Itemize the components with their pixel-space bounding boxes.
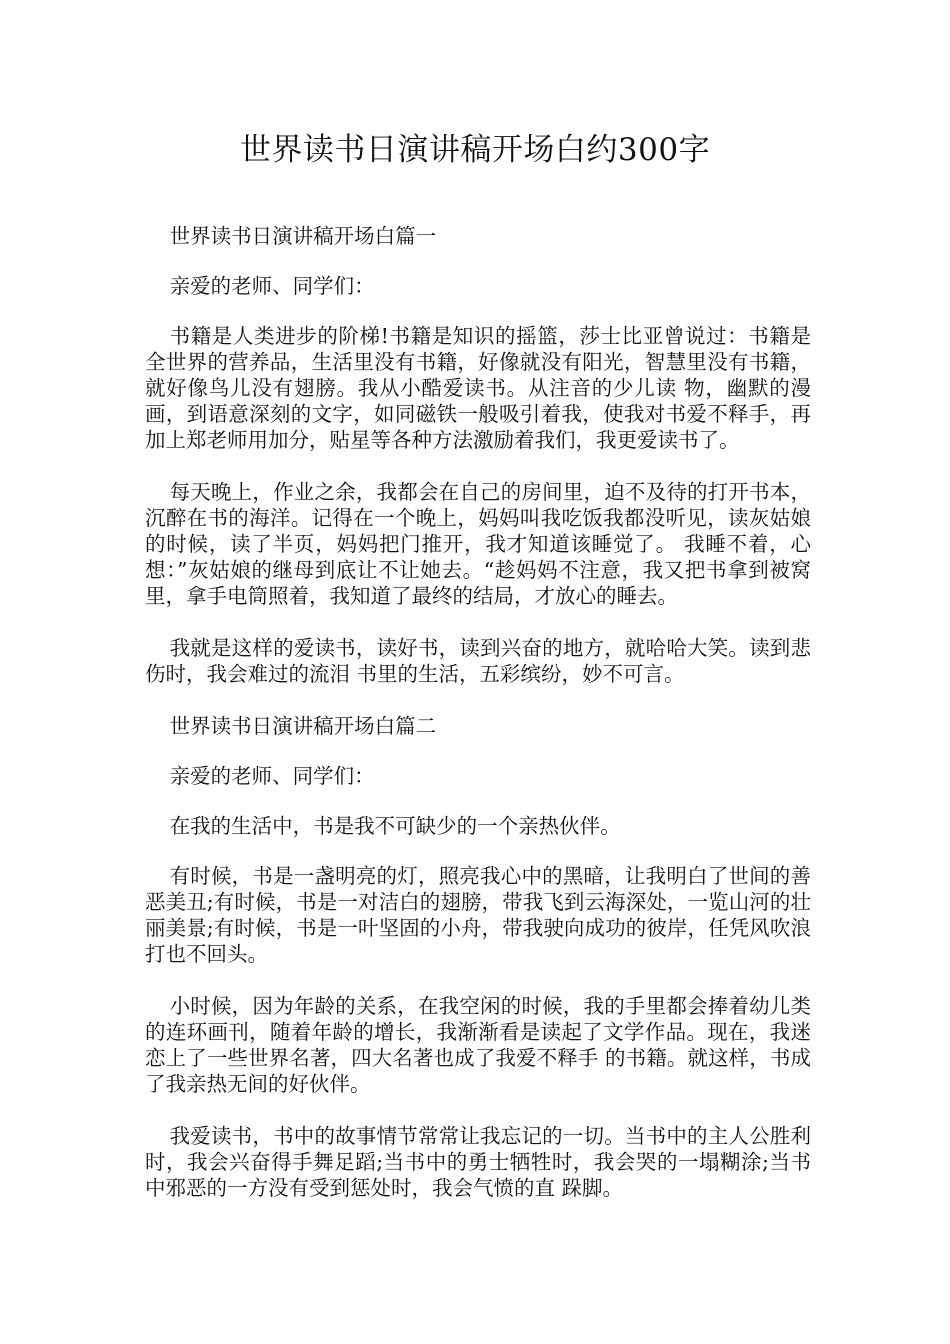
document-title: 世界读书日演讲稿开场白约300字: [239, 132, 711, 168]
body-paragraph: 小时候，因为年龄的关系，在我空闲的时候，我的手里都会捧着幼儿类的连环画刊，随着年龄的增长，我渐渐看是读起了文学作品。现在，我迷恋上了一些世界名著，四大名著也成了我爱不释手 的书籍。就这样，书成了我亲热无间的好伙伴。: [145, 994, 811, 1096]
document-body: [145, 223, 811, 1227]
salutation-2: 亲爱的老师、同学们：: [169, 764, 375, 788]
body-paragraph: 我就是这样的爱读书，读好书，读到兴奋的地方，就哈哈大笑。读到悲伤时，我会难过的流泪 书里的生活，五彩缤纷，妙不可言。: [145, 636, 811, 686]
body-paragraph: 我爱读书，书中的故事情节常常让我忘记的一切。当书中的主人公胜利时，我会兴奋得手舞足蹈;当书中的勇士牺牲时，我会哭的一塌糊涂;当书中邪恶的一方没有受到惩处时，我会气愤的直 跺脚。: [145, 1124, 811, 1200]
salutation-1: 亲爱的老师、同学们：: [169, 274, 375, 298]
body-paragraph: 在我的生活中，书是我不可缺少的一个亲热伙伴。: [169, 814, 621, 838]
section-heading-2: 世界读书日演讲稿开场白篇二: [169, 714, 437, 738]
body-paragraph: 有时候，书是一盏明亮的灯，照亮我心中的黑暗，让我明白了世间的善恶美丑;有时候，书是一对洁白的翅膀，带我飞到云海深处，一览山河的壮丽美景;有时候，书是一叶坚固的小舟，带我驶向成功的彼岸，任凭风吹浪打也不回头。: [145, 864, 811, 966]
body-paragraph: 书籍是人类进步的阶梯!书籍是知识的摇篮，莎士比亚曾说过：书籍是全世界的营养品，生活里没有书籍，好像就没有阳光，智慧里没有书籍，就好像鸟儿没有翅膀。我从小酷爱读书。从注音的少儿读 物，幽默的漫画，到语意深刻的文字，如同磁铁一般吸引着我，使我对书爱不释手，再加上郑老师用加分，贴星等各种方法激励着我们，我更爱读书了。: [145, 324, 811, 452]
body-paragraph: 每天晚上，作业之余，我都会在自己的房间里，迫不及待的打开书本，沉醉在书的海洋。记得在一个晚上，妈妈叫我吃饭我都没听见，读灰姑娘的时候，读了半页，妈妈把门推开，我才知道该睡觉了。 我睡不着，心想：”灰姑娘的继母到底让不让她去。“趁妈妈不注意，我又把书拿到被窝里，拿手电筒照着，我知道了最终的结局，才放心的睡去。: [145, 480, 811, 608]
section-heading-1: 世界读书日演讲稿开场白篇一: [169, 224, 437, 248]
